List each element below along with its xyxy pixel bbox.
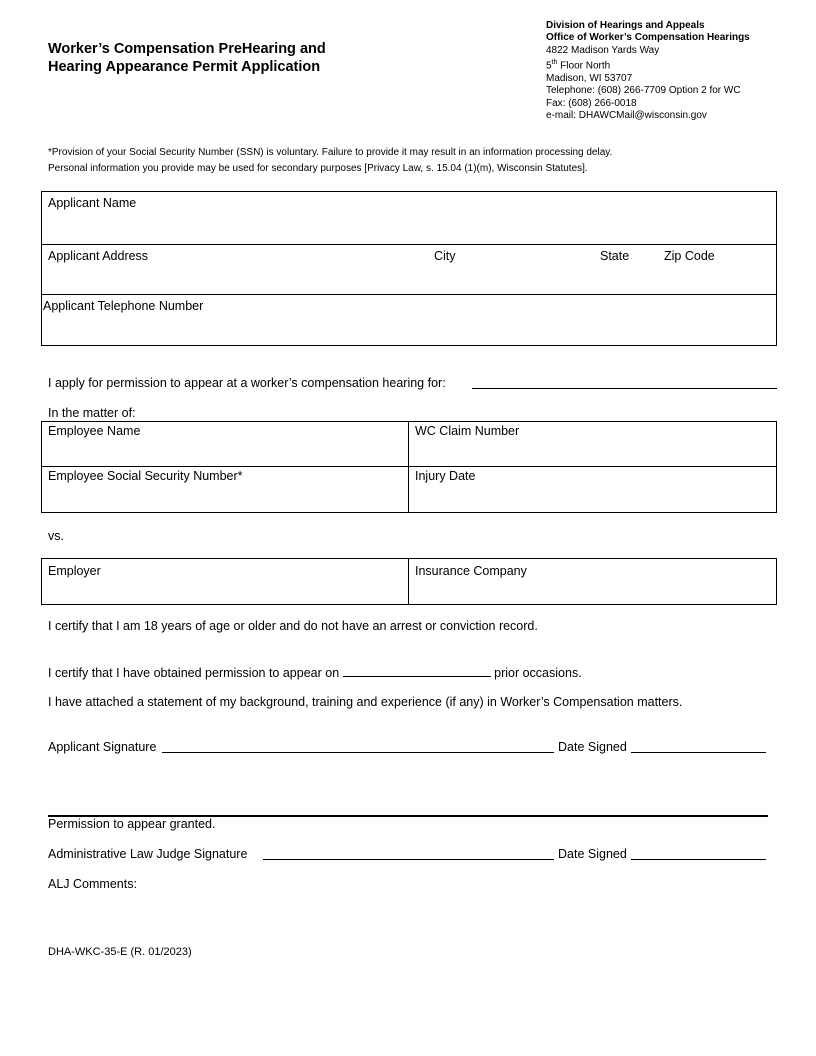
insurance-company-field[interactable]: Insurance Company: [415, 564, 527, 578]
privacy-notice-line1: *Provision of your Social Security Number (SSN) is voluntary. Failure to provide it may result in an information processing delay.: [48, 147, 613, 158]
fax: Fax: (608) 266-0018: [546, 97, 637, 109]
apply-statement: [48, 376, 446, 390]
form-title-line2: Hearing Appearance Permit Application: [48, 59, 321, 75]
applicant-phone-field[interactable]: Applicant Telephone Number: [43, 299, 204, 313]
certify-prior-statement: [48, 664, 582, 680]
employer-field[interactable]: Employer: [48, 564, 101, 578]
certify-prior-suffix: prior occasions.: [494, 666, 582, 680]
matter-label: In the matter of:: [48, 406, 136, 420]
attached-statement: I have attached a statement of my background, training and experience (if any) in Worker’s Compensation matters.: [48, 695, 683, 709]
divider: [408, 421, 409, 513]
privacy-notice-line2: Personal information you provide may be used for secondary purposes [Privacy Law, s. 15.04 (1)(m), Wisconsin Statutes].: [48, 163, 588, 174]
vs-label: vs.: [48, 529, 64, 543]
form-number: DHA-WKC-35-E (R. 01/2023): [48, 946, 192, 958]
permission-granted-label: Permission to appear granted.: [48, 817, 216, 831]
floor-rest: Floor North: [557, 60, 611, 72]
certify-age-statement: I certify that I am 18 years of age or older and do not have an arrest or conviction record.: [48, 619, 538, 633]
applicant-date-label: Date Signed: [558, 740, 627, 754]
applicant-signature-field[interactable]: [162, 752, 554, 753]
employee-info-box: [41, 421, 777, 513]
divider: [41, 294, 777, 295]
applicant-date-field[interactable]: [631, 752, 766, 753]
applicant-city-field[interactable]: City: [434, 249, 456, 263]
alj-signature-field[interactable]: [263, 859, 554, 860]
alj-comments-label: ALJ Comments:: [48, 877, 137, 891]
certify-prior-text: I certify that I have obtained permission to appear on: [48, 666, 340, 680]
employee-name-field[interactable]: Employee Name: [48, 424, 141, 438]
division-name: Division of Hearings and Appeals: [546, 20, 705, 31]
email: e-mail: DHAWCMail@wisconsin.gov: [546, 110, 707, 122]
alj-date-field[interactable]: [631, 859, 766, 860]
divider: [41, 244, 777, 245]
alj-date-label: Date Signed: [558, 847, 627, 861]
applicant-info-box: [41, 191, 777, 346]
divider: [408, 558, 409, 605]
alj-signature-label: Administrative Law Judge Signature: [48, 847, 248, 861]
floor-line: [546, 57, 750, 73]
applicant-signature-label: Applicant Signature: [48, 740, 157, 754]
applicant-name-field[interactable]: Applicant Name: [48, 196, 137, 210]
agency-address-block: [546, 20, 750, 123]
floor-number: 5: [546, 60, 552, 72]
applicant-state-field[interactable]: State: [600, 249, 630, 263]
applicant-zip-field[interactable]: Zip Code: [664, 249, 715, 263]
employee-ssn-field[interactable]: Employee Social Security Number*: [48, 469, 243, 483]
street-address: 4822 Madison Yards Way: [546, 44, 660, 56]
injury-date-field[interactable]: Injury Date: [415, 469, 476, 483]
telephone: Telephone: (608) 266-7709 Option 2 for WC: [546, 85, 741, 97]
hearing-for-field[interactable]: [472, 388, 777, 389]
floor-suffix: th: [551, 59, 558, 67]
form-title: [48, 40, 388, 76]
office-name: Office of Worker’s Compensation Hearings: [546, 32, 750, 44]
prior-occasions-field[interactable]: [343, 664, 491, 677]
city-state-zip: Madison, WI 53707: [546, 72, 633, 84]
divider: [41, 466, 777, 467]
wc-claim-number-field[interactable]: WC Claim Number: [415, 424, 520, 438]
applicant-address-field[interactable]: Applicant Address: [48, 249, 149, 263]
privacy-notice: [48, 145, 612, 177]
apply-text: I apply for permission to appear at a worker’s compensation hearing for:: [48, 376, 446, 390]
form-title-line1: Worker’s Compensation PreHearing and: [48, 41, 326, 57]
employer-info-box: [41, 558, 777, 605]
